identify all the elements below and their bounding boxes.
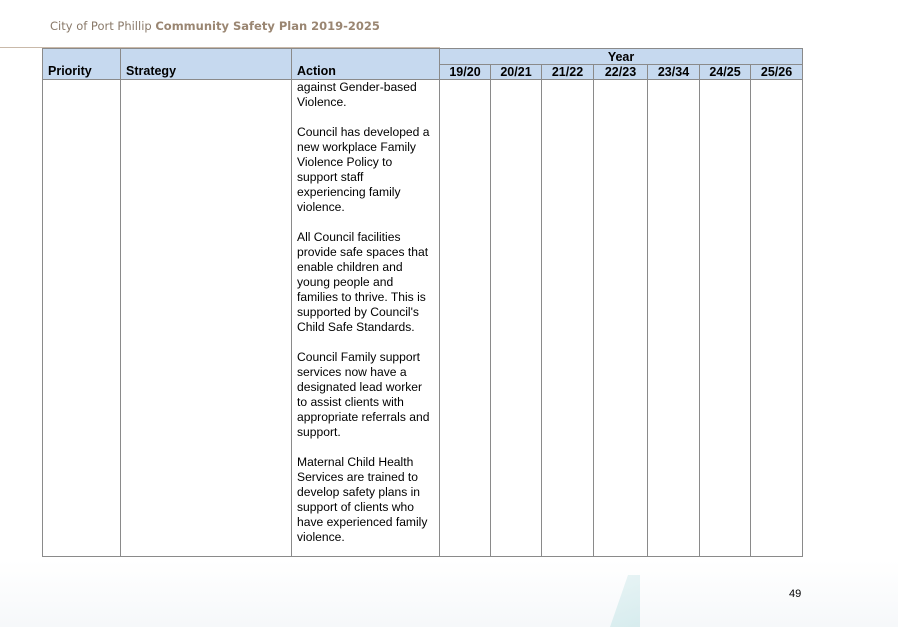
- year-header-2526: 25/26: [751, 65, 803, 80]
- year-cell-2021: [491, 80, 542, 557]
- column-header-year: Year: [440, 49, 803, 65]
- table-row: [43, 80, 803, 557]
- header-org: City of Port Phillip: [50, 19, 156, 33]
- year-cell-2122: [542, 80, 594, 557]
- action-paragraph: against Gender-based Violence.: [297, 80, 417, 109]
- year-cell-2526: [751, 80, 803, 557]
- year-header-2122: 21/22: [542, 65, 594, 80]
- page-header: [50, 19, 380, 33]
- year-cell-1920: [440, 80, 491, 557]
- column-header-strategy: Strategy: [121, 49, 292, 80]
- header-plan-title: Community Safety Plan 2019-2025: [155, 19, 380, 33]
- year-cell-2223: [594, 80, 648, 557]
- year-header-1920: 19/20: [440, 65, 491, 80]
- action-paragraph: Maternal Child Health Services are trained to develop safety plans in support of clients who have experienced family violence.: [297, 455, 428, 544]
- page-number: 49: [789, 588, 802, 600]
- column-header-priority: Priority: [43, 49, 121, 80]
- action-paragraph: Council has developed a new workplace Family Violence Policy to support staff experiencing family violence.: [297, 125, 430, 214]
- year-header-2425: 24/25: [700, 65, 751, 80]
- year-header-2021: 20/21: [491, 65, 542, 80]
- action-paragraph: Council Family support services now have a designated lead worker to assist clients with appropriate referrals and support.: [297, 350, 430, 439]
- safety-plan-table: [42, 48, 803, 557]
- priority-cell: [43, 80, 121, 557]
- strategy-cell: [121, 80, 292, 557]
- footer-decoration: [0, 560, 898, 627]
- action-cell: [292, 80, 440, 557]
- year-header-2334: 23/34: [648, 65, 700, 80]
- table-header-row-1: [43, 49, 803, 65]
- year-header-2223: 22/23: [594, 65, 648, 80]
- year-cell-2334: [648, 80, 700, 557]
- column-header-action: Action: [292, 49, 440, 80]
- action-paragraph: All Council facilities provide safe spaces that enable children and young people and families to thrive. This is supported by Council's Child Safe Standards.: [297, 230, 429, 334]
- year-cell-2425: [700, 80, 751, 557]
